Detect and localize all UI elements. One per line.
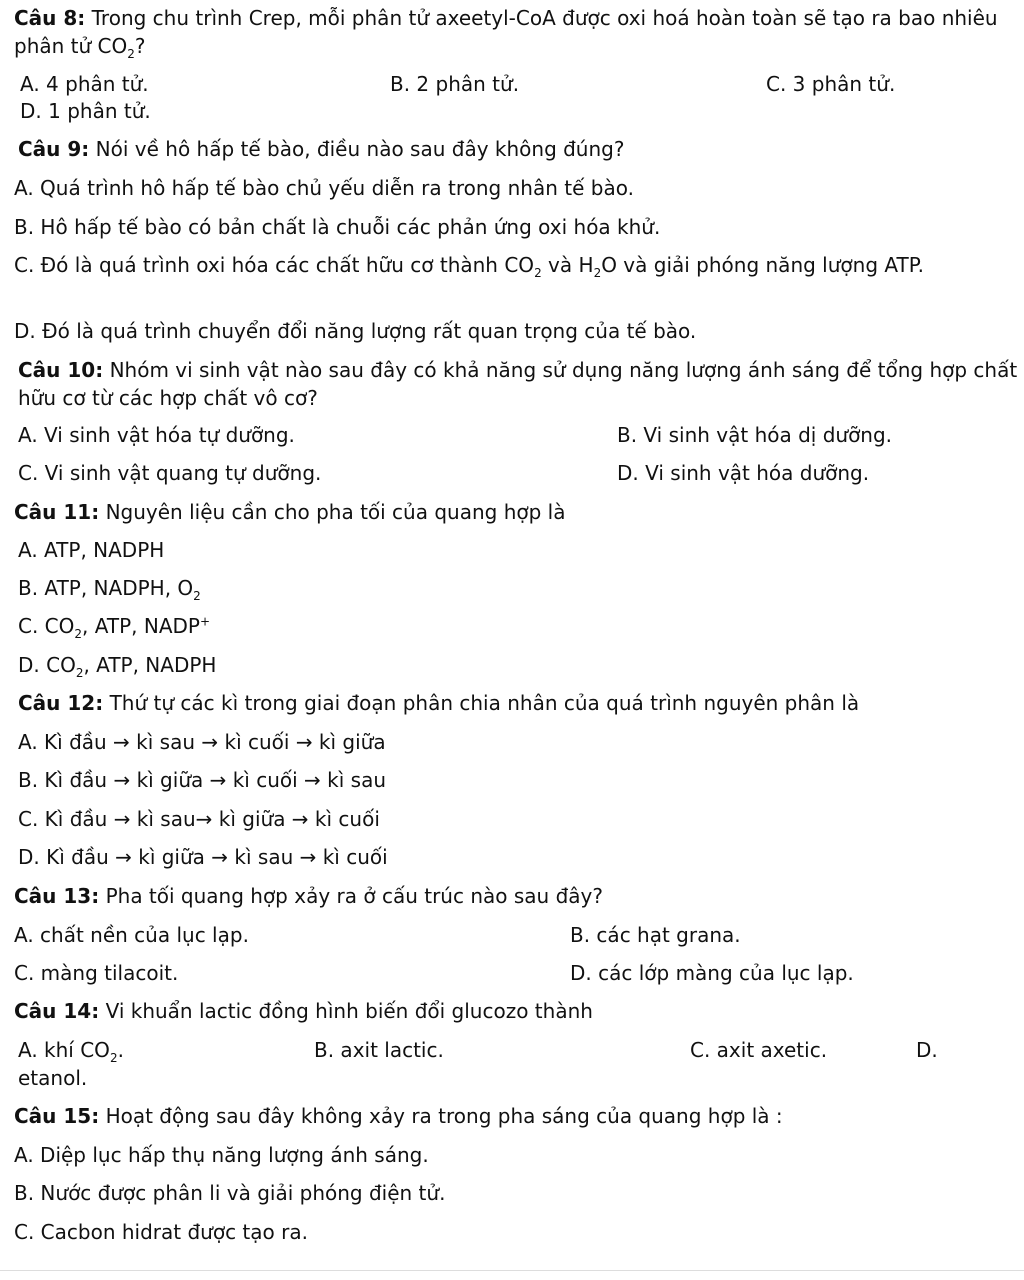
- co2-subscript: 2: [534, 266, 542, 280]
- question-14: [14, 997, 593, 1025]
- co2-subscript: 2: [75, 666, 84, 680]
- question-13-option-a: A. chất nền của lục lạp.: [14, 923, 249, 947]
- question-10-label: Câu 10:: [18, 358, 104, 382]
- question-9-option-c-part3: O và giải phóng năng lượng ATP.: [601, 253, 925, 277]
- question-15-text: Hoạt động sau đây không xảy ra trong pha sáng của quang hợp là :: [99, 1104, 783, 1128]
- question-9-option-a: A. Quá trình hô hấp tế bào chủ yếu diễn ra trong nhân tế bào.: [14, 176, 634, 200]
- question-13-text: Pha tối quang hợp xảy ra ở cấu trúc nào sau đây?: [99, 884, 603, 908]
- question-12-option-d: D. Kì đầu → kì giữa → kì sau → kì cuối: [18, 845, 388, 869]
- question-13-option-b: B. các hạt grana.: [570, 923, 741, 947]
- question-11-option-c-part1: C. CO: [18, 614, 75, 638]
- question-8-option-b: B. 2 phân tử.: [390, 72, 520, 96]
- question-12-text: Thứ tự các kì trong giai đoạn phân chia nhân của quá trình nguyên phân là: [103, 691, 860, 715]
- question-11-option-b: [18, 574, 201, 602]
- question-15-option-c: C. Cacbon hidrat được tạo ra.: [14, 1220, 308, 1244]
- question-9-text: Nói về hô hấp tế bào, điều nào sau đây không đúng?: [89, 137, 625, 161]
- question-13-option-c: C. màng tilacoit.: [14, 961, 179, 985]
- question-10-text: Nhóm vi sinh vật nào sau đây có khả năng sử dụng năng lượng ánh sáng để tổng hợp chất hữu cơ từ các hợp chất vô cơ?: [18, 358, 1018, 410]
- question-14-option-d-continued: etanol.: [18, 1066, 88, 1090]
- nadp-superscript: +: [199, 614, 211, 629]
- question-14-option-a: [18, 1036, 124, 1064]
- question-10: [18, 356, 1018, 412]
- co2-subscript: 2: [109, 1051, 118, 1065]
- question-11: [14, 498, 565, 526]
- question-14-option-a-tail: .: [117, 1038, 124, 1062]
- question-14-option-b: B. axit lactic.: [314, 1038, 444, 1062]
- question-12-option-b: B. Kì đầu → kì giữa → kì cuối → kì sau: [18, 768, 386, 792]
- question-8-option-c: C. 3 phân tử.: [766, 72, 896, 96]
- question-14-option-c: C. axit axetic.: [690, 1038, 828, 1062]
- question-9-option-b: B. Hô hấp tế bào có bản chất là chuỗi các phản ứng oxi hóa khử.: [14, 215, 661, 239]
- question-8-text: Trong chu trình Crep, mỗi phân tử axeetyl-CoA được oxi hoá hoàn toàn sẽ tạo ra bao nhiêu phân tử CO: [14, 6, 998, 58]
- o2-subscript: 2: [193, 589, 201, 603]
- question-9-option-c-part1: C. Đó là quá trình oxi hóa các chất hữu cơ thành CO: [14, 253, 535, 277]
- question-10-option-d: D. Vi sinh vật hóa dưỡng.: [617, 461, 870, 485]
- h2o-subscript: 2: [593, 266, 602, 280]
- question-11-option-c-part2: , ATP, NADP: [82, 614, 200, 638]
- question-8-subscript: 2: [127, 47, 135, 61]
- question-14-option-d: D.: [916, 1038, 938, 1062]
- question-11-option-d-part2: , ATP, NADPH: [83, 653, 217, 677]
- question-9-option-c: [14, 251, 1014, 279]
- question-13-label: Câu 13:: [14, 884, 100, 908]
- question-11-option-a: A. ATP, NADPH: [18, 538, 165, 562]
- question-11-label: Câu 11:: [14, 500, 100, 524]
- question-15: [14, 1102, 783, 1130]
- question-8-label: Câu 8:: [14, 6, 86, 30]
- question-9-label: Câu 9:: [18, 137, 90, 161]
- question-13-option-d: D. các lớp màng của lục lạp.: [570, 961, 854, 985]
- question-13: [14, 882, 603, 910]
- question-15-label: Câu 15:: [14, 1104, 100, 1128]
- question-8-option-a: A. 4 phân tử.: [20, 72, 149, 96]
- question-11-option-d-part1: D. CO: [18, 653, 76, 677]
- question-8: [14, 4, 1014, 60]
- co2-subscript: 2: [74, 627, 83, 641]
- question-12-label: Câu 12:: [18, 691, 104, 715]
- question-9-option-d: D. Đó là quá trình chuyển đổi năng lượng rất quan trọng của tế bào.: [14, 319, 697, 343]
- question-15-option-a: A. Diệp lục hấp thụ năng lượng ánh sáng.: [14, 1143, 429, 1167]
- question-8-option-d: D. 1 phân tử.: [20, 99, 151, 123]
- question-15-option-b: B. Nước được phân li và giải phóng điện tử.: [14, 1181, 446, 1205]
- question-12-option-c: C. Kì đầu → kì sau→ kì giữa → kì cuối: [18, 807, 380, 831]
- question-12: [18, 689, 859, 717]
- page-bottom-divider: [0, 1270, 1024, 1271]
- question-11-option-c: [18, 612, 210, 640]
- question-11-option-d: [18, 651, 216, 679]
- question-14-option-a-text: A. khí CO: [18, 1038, 110, 1062]
- question-14-label: Câu 14:: [14, 999, 100, 1023]
- question-11-text: Nguyên liệu cần cho pha tối của quang hợp là: [99, 500, 566, 524]
- question-9: [18, 135, 624, 163]
- question-12-option-a: A. Kì đầu → kì sau → kì cuối → kì giữa: [18, 730, 386, 754]
- question-10-option-b: B. Vi sinh vật hóa dị dưỡng.: [617, 423, 893, 447]
- question-11-option-b-text: B. ATP, NADPH, O: [18, 576, 194, 600]
- question-9-option-c-part2: và H: [541, 253, 594, 277]
- question-10-option-a: A. Vi sinh vật hóa tự dưỡng.: [18, 423, 295, 447]
- question-10-option-c: C. Vi sinh vật quang tự dưỡng.: [18, 461, 322, 485]
- question-8-tail: ?: [134, 34, 146, 58]
- question-14-text: Vi khuẩn lactic đồng hình biến đổi glucozo thành: [99, 999, 593, 1023]
